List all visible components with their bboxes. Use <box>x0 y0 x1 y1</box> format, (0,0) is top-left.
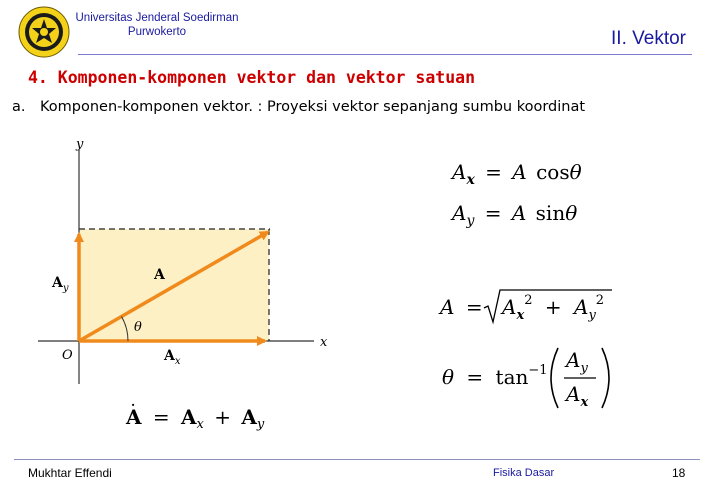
university-name <box>72 11 242 39</box>
svg-text:A = Ax + Ay <box>125 405 265 433</box>
sum-t1: A <box>181 405 197 429</box>
ang-eq: = <box>466 365 484 389</box>
svg-text:A = <box>438 295 483 319</box>
component-y-label <box>51 275 69 294</box>
ay-sub: y <box>466 213 475 229</box>
component-y-sub: y <box>62 283 69 294</box>
mag-p2: 2 <box>595 293 605 308</box>
svg-text:θ = tan−1 <box>442 363 548 389</box>
x-axis-label: x <box>320 335 328 350</box>
subitem-marker: a. <box>12 99 26 115</box>
svg-text:Ay <box>564 348 588 376</box>
sum-plus: + <box>214 405 232 429</box>
sum-t2: A <box>241 405 257 429</box>
mag-s2: y <box>588 308 596 323</box>
svg-text:Ax2 + Ay2 <box>500 285 604 323</box>
left-paren <box>551 348 558 408</box>
ang-num: A <box>566 348 581 372</box>
angle-label: θ <box>134 320 142 335</box>
ang-lhs: θ <box>442 365 455 389</box>
footer-course: Fisika Dasar <box>493 467 555 479</box>
vector-sum-equation <box>118 396 278 436</box>
ay-eq: = <box>484 201 502 225</box>
component-x-main: A <box>164 348 175 364</box>
footer-author: Mukhtar Effendi <box>28 466 112 480</box>
sum-lhs: A <box>126 405 142 429</box>
university-name-line2: Purwokerto <box>127 26 187 38</box>
ay-lhs: A <box>452 201 467 225</box>
sum-dot: . <box>131 396 136 409</box>
ax-eq: = <box>485 160 502 184</box>
svg-text:Ax <box>564 382 588 410</box>
vector-component-diagram <box>36 134 336 384</box>
y-axis-label: y <box>76 137 84 152</box>
component-x-sub: x <box>174 356 181 367</box>
component-y-main: A <box>52 275 63 291</box>
component-x-label <box>163 348 181 367</box>
mag-t1: A <box>502 295 517 319</box>
equation-ay <box>448 195 608 235</box>
mag-t2: A <box>573 295 589 319</box>
sum-s2: y <box>256 417 265 432</box>
ax-sub: x <box>466 172 475 188</box>
ay-fn: sin <box>535 201 566 225</box>
ang-den-sub: x <box>580 395 589 410</box>
university-name-line1: Universitas Jenderal Soedirman <box>75 12 239 24</box>
vector-a-label: A <box>154 267 165 283</box>
ax-angle: θ <box>569 160 582 184</box>
svg-text:Ax = A cosθ <box>450 160 582 188</box>
subitem-text: Komponen-komponen vektor. : Proyeksi vektor sepanjang sumbu koordinat <box>40 99 586 115</box>
ang-num-sub: y <box>580 361 588 376</box>
ax-lhs: A <box>452 160 467 184</box>
equation-ax <box>448 154 608 188</box>
mag-lhs: A <box>440 295 455 319</box>
mag-eq: = <box>465 295 483 319</box>
university-logo <box>18 6 70 58</box>
sum-s1: x <box>196 417 204 432</box>
ay-angle: θ <box>565 201 578 225</box>
slide-heading: 4. Komponen-komponen vektor dan vektor satuan <box>28 68 476 87</box>
header-divider <box>78 54 692 55</box>
equation-angle <box>436 340 626 412</box>
ay-rhs-a: A <box>511 201 527 225</box>
subitem <box>12 99 585 115</box>
equation-magnitude <box>436 284 616 332</box>
ang-fn: tan <box>495 365 529 389</box>
ang-den: A <box>566 382 581 406</box>
right-paren <box>602 348 609 408</box>
footer-divider <box>14 459 700 460</box>
ax-fn: cos <box>536 160 570 184</box>
mag-plus: + <box>544 295 562 319</box>
section-title: II. Vektor <box>611 28 686 49</box>
ang-exp: −1 <box>528 363 548 378</box>
sum-eq: = <box>152 405 170 429</box>
mag-s1: x <box>516 308 525 323</box>
mag-p1: 2 <box>524 293 533 308</box>
ax-rhs-a: A <box>512 160 527 184</box>
svg-text:Ay = A sinθ <box>450 201 577 230</box>
origin-label: O <box>62 348 73 363</box>
footer-page-number: 18 <box>672 466 686 480</box>
